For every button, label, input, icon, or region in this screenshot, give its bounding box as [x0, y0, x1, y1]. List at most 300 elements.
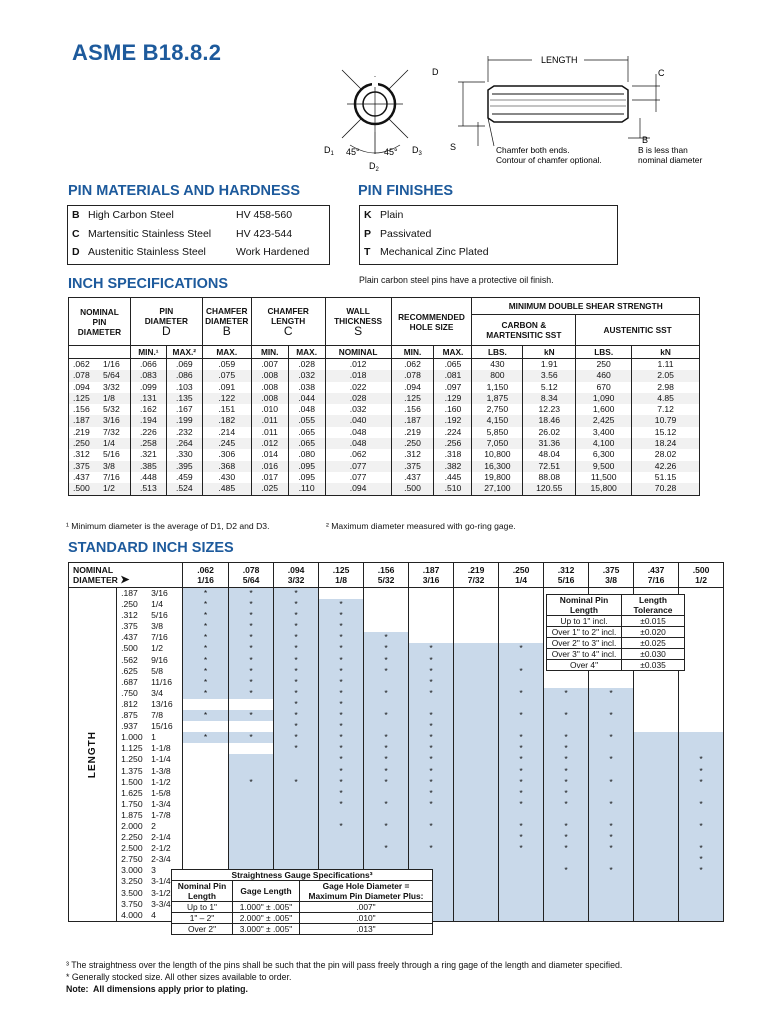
page-title: ASME B18.8.2: [72, 40, 222, 65]
size-cell: [679, 643, 724, 654]
size-cell: [589, 899, 634, 910]
size-row: [69, 754, 724, 765]
diameter-header: .250 1/4: [499, 563, 544, 588]
stocked-size-cell: *: [183, 666, 229, 677]
spec-cell: .028: [288, 359, 325, 371]
length-cell: .687 11/16: [117, 677, 183, 688]
spec-cell: .044: [288, 393, 325, 404]
size-cell: [679, 710, 724, 721]
spec-cell: .018: [325, 370, 391, 381]
size-row: [69, 832, 724, 843]
size-cell: [634, 766, 679, 777]
spec-cell: .059: [202, 359, 251, 371]
spec-cell: 460: [576, 370, 632, 381]
spec-cell: 70.28: [632, 483, 700, 495]
size-cell: [454, 688, 499, 699]
size-cell: [589, 810, 634, 821]
stocked-size-cell: *: [499, 732, 544, 743]
size-cell: [364, 832, 409, 843]
spec-cell: 10.79: [632, 415, 700, 426]
stocked-size-cell: *: [364, 643, 409, 654]
stocked-size-cell: *: [589, 710, 634, 721]
size-cell: [499, 888, 544, 899]
spec-cell: .500: [391, 483, 434, 495]
length-cell: .375 3/8: [117, 621, 183, 632]
size-cell: [679, 688, 724, 699]
sizes-heading: STANDARD INCH SIZES: [68, 540, 234, 556]
spec-nominal: .094 3/32: [69, 382, 131, 393]
materials-box: [67, 205, 330, 265]
size-row: [69, 710, 724, 721]
size-cell: [499, 677, 544, 688]
spec-nominal: .219 7/32: [69, 427, 131, 438]
col-austenitic: AUSTENITIC SST: [576, 315, 700, 346]
stocked-size-cell: *: [183, 621, 229, 632]
size-cell: [634, 777, 679, 788]
stocked-size-cell: *: [499, 821, 544, 832]
stocked-size-cell: *: [319, 821, 364, 832]
spec-cell: .129: [434, 393, 472, 404]
size-cell: [634, 876, 679, 887]
stocked-size-cell: *: [499, 843, 544, 854]
spec-row: [69, 404, 700, 415]
stocked-size-cell: *: [589, 732, 634, 743]
spec-nominal: .250 1/4: [69, 438, 131, 449]
spec-cell: .008: [251, 370, 288, 381]
spec-cell: .256: [434, 438, 472, 449]
stocked-size-cell: *: [274, 732, 319, 743]
size-cell: [409, 588, 454, 600]
stocked-size-cell: *: [364, 743, 409, 754]
stocked-size-cell: *: [409, 743, 454, 754]
size-cell: [409, 810, 454, 821]
size-cell: [634, 799, 679, 810]
spec-cell: .122: [202, 393, 251, 404]
size-cell: [454, 677, 499, 688]
stocked-size-cell: *: [409, 788, 454, 799]
spec-cell: .125: [391, 393, 434, 404]
length-cell: .812 13/16: [117, 699, 183, 710]
stocked-size-cell: *: [364, 688, 409, 699]
spec-cell: 670: [576, 382, 632, 393]
spec-row: [69, 370, 700, 381]
length-cell: 1.000 1: [117, 732, 183, 743]
col-nominal: NOMINAL PIN DIAMETER: [69, 298, 131, 346]
stocked-size-cell: *: [229, 655, 274, 666]
spec-cell: .065: [434, 359, 472, 371]
size-cell: [229, 854, 274, 865]
stocked-size-cell: *: [364, 777, 409, 788]
size-cell: [679, 655, 724, 666]
spec-cell: 5.12: [523, 382, 576, 393]
chamfer-note-2: Contour of chamfer optional.: [496, 155, 602, 165]
stocked-size-cell: *: [409, 777, 454, 788]
stocked-size-cell: *: [229, 599, 274, 610]
spec-nominal: .437 7/16: [69, 472, 131, 483]
stocked-size-cell: *: [364, 710, 409, 721]
size-cell: [454, 643, 499, 654]
spec-cell: .437: [391, 472, 434, 483]
size-cell: [679, 743, 724, 754]
length-cell: 2.250 2-1/4: [117, 832, 183, 843]
spec-cell: .078: [391, 370, 434, 381]
size-cell: [229, 821, 274, 832]
spec-cell: .232: [166, 427, 202, 438]
finishes-row: K Plain: [364, 209, 404, 222]
stocked-size-cell: *: [274, 743, 319, 754]
size-cell: [589, 677, 634, 688]
spec-cell: .017: [251, 472, 288, 483]
spec-cell: 430: [472, 359, 523, 371]
spec-cell: .131: [130, 393, 166, 404]
size-cell: [499, 610, 544, 621]
stocked-size-cell: *: [274, 666, 319, 677]
size-cell: [499, 588, 544, 600]
size-cell: [634, 788, 679, 799]
size-cell: [499, 899, 544, 910]
size-cell: [679, 621, 724, 632]
spec-cell: .448: [130, 472, 166, 483]
stocked-size-cell: *: [589, 799, 634, 810]
size-row: [69, 699, 724, 710]
spec-cell: 28.02: [632, 449, 700, 460]
length-cell: .500 1/2: [117, 643, 183, 654]
spec-cell: 42.26: [632, 461, 700, 472]
size-cell: [183, 788, 229, 799]
size-cell: [409, 699, 454, 710]
size-cell: [274, 854, 319, 865]
inch-spec-heading: INCH SPECIFICATIONS: [68, 276, 229, 292]
length-cell: 3.000 3: [117, 865, 183, 876]
size-cell: [634, 677, 679, 688]
stocked-size-cell: *: [364, 799, 409, 810]
stocked-size-cell: *: [364, 732, 409, 743]
size-row: [69, 854, 724, 865]
size-cell: [679, 721, 724, 732]
spec-cell: .094: [391, 382, 434, 393]
size-cell: [229, 699, 274, 710]
size-cell: [634, 721, 679, 732]
size-cell: [499, 854, 544, 865]
spec-cell: 18.24: [632, 438, 700, 449]
spec-cell: .135: [166, 393, 202, 404]
size-cell: [409, 854, 454, 865]
stocked-size-cell: *: [274, 710, 319, 721]
size-cell: [679, 876, 724, 887]
stocked-size-cell: *: [319, 777, 364, 788]
stocked-size-cell: *: [679, 777, 724, 788]
size-cell: [409, 610, 454, 621]
size-cell: [183, 832, 229, 843]
stocked-size-cell: *: [589, 821, 634, 832]
spec-nominal: .500 1/2: [69, 483, 131, 495]
spec-cell: .048: [288, 404, 325, 415]
spec-cell: .156: [391, 404, 434, 415]
stocked-size-cell: *: [319, 677, 364, 688]
stocked-size-cell: *: [409, 710, 454, 721]
stocked-size-cell: *: [364, 632, 409, 643]
size-cell: [364, 788, 409, 799]
materials-row: C Martensitic Stainless Steel HV 423-544: [72, 227, 293, 240]
stocked-size-cell: *: [319, 732, 364, 743]
spec-cell: .008: [251, 382, 288, 393]
finishes-row: P Passivated: [364, 227, 432, 240]
size-cell: [319, 588, 364, 600]
stocked-size-cell: *: [409, 732, 454, 743]
size-cell: [319, 832, 364, 843]
pin-side-view: [458, 56, 660, 146]
spec-cell: 7.12: [632, 404, 700, 415]
finish-note: Plain carbon steel pins have a protective oil finish.: [359, 275, 554, 285]
spec-cell: 16,300: [472, 461, 523, 472]
size-cell: [499, 910, 544, 922]
materials-heading: PIN MATERIALS AND HARDNESS: [68, 183, 301, 199]
tolerance-table: Nominal Pin Length Length Tolerance Up to 1" incl. ±0.015 Over 1" to 2" incl. ±0.020 Over 2" to 3" incl. ±0.025 Over 3" to 4" incl. ±0.030 Over 4" ±0.035: [546, 594, 685, 671]
length-cell: 1.125 1-1/8: [117, 743, 183, 754]
stocked-size-cell: *: [544, 799, 589, 810]
spec-cell: .151: [202, 404, 251, 415]
size-cell: [544, 888, 589, 899]
size-cell: [499, 599, 544, 610]
size-cell: [454, 610, 499, 621]
spec-cell: .016: [251, 461, 288, 472]
length-cell: 3.250 3-1/4: [117, 876, 183, 887]
size-cell: [589, 699, 634, 710]
stocked-size-cell: *: [499, 799, 544, 810]
spec-cell: .022: [325, 382, 391, 393]
length-cell: 1.500 1-1/2: [117, 777, 183, 788]
stocked-size-cell: *: [183, 610, 229, 621]
spec-cell: 2.05: [632, 370, 700, 381]
size-cell: [229, 754, 274, 765]
d-label: D: [432, 67, 439, 77]
spec-cell: .081: [434, 370, 472, 381]
size-row: [69, 688, 724, 699]
spec-nominal: .078 5/64: [69, 370, 131, 381]
spec-nominal: .375 3/8: [69, 461, 131, 472]
size-cell: [679, 610, 724, 621]
spec-cell: 10,800: [472, 449, 523, 460]
spec-cell: .368: [202, 461, 251, 472]
length-cell: 1.375 1-3/8: [117, 766, 183, 777]
stocked-size-cell: *: [183, 643, 229, 654]
spec-cell: 88.08: [523, 472, 576, 483]
size-cell: [454, 843, 499, 854]
size-cell: [499, 655, 544, 666]
stocked-size-cell: *: [274, 588, 319, 600]
size-cell: [634, 843, 679, 854]
size-cell: [499, 721, 544, 732]
size-cell: [634, 743, 679, 754]
stocked-size-cell: *: [319, 699, 364, 710]
spec-cell: .219: [391, 427, 434, 438]
size-cell: [634, 865, 679, 876]
spec-cell: .194: [130, 415, 166, 426]
diameter-header: .219 7/32: [454, 563, 499, 588]
size-row: [69, 732, 724, 743]
stocked-size-cell: *: [183, 732, 229, 743]
size-row: [69, 821, 724, 832]
diameter-header: .078 5/64: [229, 563, 274, 588]
size-cell: [454, 743, 499, 754]
spec-cell: 3,400: [576, 427, 632, 438]
spec-cell: .459: [166, 472, 202, 483]
size-cell: [589, 888, 634, 899]
stocked-size-cell: *: [409, 843, 454, 854]
size-row: [69, 799, 724, 810]
stocked-size-cell: *: [409, 666, 454, 677]
size-cell: [319, 854, 364, 865]
diameter-header: .437 7/16: [634, 563, 679, 588]
size-row: [69, 843, 724, 854]
stocked-size-cell: *: [319, 632, 364, 643]
spec-cell: .011: [251, 415, 288, 426]
stocked-size-cell: *: [274, 599, 319, 610]
inch-spec-table: NOMINAL PIN DIAMETER PIN DIAMETER D CHAMFER DIAMETER B CHAMFER LENGTH C WALL THICKNESS S RECOMMENDED HOLE SIZE MINIMUM DOUBLE SHEAR STRENGTH CARBON & MARTENSITIC SST AUSTENITIC SST MIN.¹ MAX.² MAX. MIN. MAX. NOMINAL MIN. MAX. LBS. kN LBS. kN .062 1/16 .066 .069 .059 .007 .028 .012 .062 .065 430 1.91 250 1.11 .078 5/64 .083 .086 .075 .008 .032 .018 .078 .081 800 3.56 460 2.05 .094 3/32 .099 .103 .091 .008 .038 .022 .094 .097 1,150 5.12 670 2.98 .125 1/8 .131 .135 .122 .008 .044 .028 .125 .129 1,875 8.34 1,090 4.85 .156 5/32 .162 .167 .151 .010 .048 .032 .156 .160 2,750 12.23 1,600 7.12 .187 3/16 .194 .199 .182 .011 .055 .040 .187 .192 4,150 18.46 2,425 10.79 .219 7/32 .226 .232 .214 .011 .065 .048 .219 .224 5,850 26.02 3,400 15.12 .250 1/4 .258 .264 .245 .012 .065 .048 .250 .256 7,050 31.36 4,100 18.24 .312 5/16 .321 .330 .306 .014 .080 .062 .312 .318 10,800 48.04 6,300 28.02 .375 3/8 .385 .395 .368 .016 .095 .077 .375 .382 16,300 72.51 9,500 42.26 .437 7/16 .448 .459 .430 .017 .095 .077 .437 .445 19,800 88.08 11,500 51.15 .500 1/2 .513 .524 .485 .025 .110 .094 .500 .510 27,100 120.55 15,800 70.28: [68, 297, 700, 496]
col-pin-dia: PIN DIAMETER D: [130, 298, 202, 346]
length-cell: 2.750 2-3/4: [117, 854, 183, 865]
size-cell: [634, 821, 679, 832]
col-chamfer-dia: CHAMFER DIAMETER B: [202, 298, 251, 346]
size-cell: [679, 810, 724, 821]
spec-cell: .040: [325, 415, 391, 426]
size-cell: [544, 699, 589, 710]
size-cell: [454, 621, 499, 632]
chamfer-note-1: Chamfer both ends.: [496, 145, 570, 155]
spec-cell: .025: [251, 483, 288, 495]
size-cell: [544, 876, 589, 887]
size-cell: [544, 810, 589, 821]
stocked-size-cell: *: [364, 766, 409, 777]
spec-cell: 48.04: [523, 449, 576, 460]
stocked-size-cell: *: [229, 632, 274, 643]
size-row: [69, 743, 724, 754]
stocked-size-cell: *: [499, 777, 544, 788]
size-cell: [454, 721, 499, 732]
size-cell: [454, 632, 499, 643]
spec-cell: 3.56: [523, 370, 576, 381]
spec-cell: .097: [434, 382, 472, 393]
col-hole: RECOMMENDED HOLE SIZE: [391, 298, 472, 346]
spec-cell: .224: [434, 427, 472, 438]
size-cell: [183, 721, 229, 732]
stocked-size-cell: *: [229, 710, 274, 721]
spec-cell: 250: [576, 359, 632, 371]
spec-row: [69, 427, 700, 438]
size-cell: [544, 899, 589, 910]
spec-cell: 15.12: [632, 427, 700, 438]
footnote-1: ¹ Minimum diameter is the average of D1, D2 and D3.: [66, 521, 270, 531]
stocked-size-cell: *: [319, 743, 364, 754]
stocked-size-cell: *: [319, 643, 364, 654]
size-cell: [634, 688, 679, 699]
size-cell: [229, 788, 274, 799]
spec-cell: 15,800: [576, 483, 632, 495]
spec-cell: .430: [202, 472, 251, 483]
size-cell: [544, 910, 589, 922]
spec-row: [69, 438, 700, 449]
stocked-size-cell: *: [544, 777, 589, 788]
spec-cell: 800: [472, 370, 523, 381]
stocked-size-cell: *: [409, 688, 454, 699]
size-cell: [544, 721, 589, 732]
spec-row: [69, 461, 700, 472]
size-cell: [364, 610, 409, 621]
spec-cell: .312: [391, 449, 434, 460]
pin-diagram: [320, 42, 720, 177]
c-label: C: [658, 68, 665, 78]
stocked-size-cell: *: [319, 754, 364, 765]
size-cell: [634, 810, 679, 821]
spec-cell: .110: [288, 483, 325, 495]
size-cell: [589, 721, 634, 732]
size-cell: [634, 888, 679, 899]
size-cell: [634, 899, 679, 910]
stocked-size-cell: *: [319, 599, 364, 610]
stocked-size-cell: *: [183, 632, 229, 643]
size-cell: [454, 732, 499, 743]
spec-cell: .258: [130, 438, 166, 449]
stocked-size-cell: *: [544, 821, 589, 832]
stocked-size-cell: *: [589, 688, 634, 699]
stocked-size-cell: *: [364, 754, 409, 765]
spec-cell: .055: [288, 415, 325, 426]
length-cell: 2.000 2: [117, 821, 183, 832]
size-cell: [634, 910, 679, 922]
stocked-size-cell: *: [319, 621, 364, 632]
spec-cell: .048: [325, 438, 391, 449]
spec-cell: .075: [202, 370, 251, 381]
stocked-size-cell: *: [229, 610, 274, 621]
length-cell: .312 5/16: [117, 610, 183, 621]
stocked-size-cell: *: [409, 821, 454, 832]
materials-row: B High Carbon Steel HV 458-560: [72, 209, 293, 222]
spec-cell: .028: [325, 393, 391, 404]
spec-nominal: .125 1/8: [69, 393, 131, 404]
size-cell: [454, 699, 499, 710]
size-row: [69, 788, 724, 799]
spec-cell: 2,750: [472, 404, 523, 415]
stocked-size-cell: *: [544, 766, 589, 777]
stocked-size-cell: *: [499, 643, 544, 654]
size-cell: [634, 732, 679, 743]
size-cell: [454, 832, 499, 843]
d1-label: $D_1$: [324, 145, 334, 157]
size-cell: [274, 766, 319, 777]
spec-cell: .103: [166, 382, 202, 393]
stocked-size-cell: *: [544, 732, 589, 743]
col-shear: MINIMUM DOUBLE SHEAR STRENGTH: [472, 298, 700, 315]
finishes-heading: PIN FINISHES: [358, 183, 454, 199]
spec-cell: 1.91: [523, 359, 576, 371]
stocked-size-cell: *: [183, 677, 229, 688]
size-cell: [589, 743, 634, 754]
size-cell: [454, 766, 499, 777]
stocked-size-cell: *: [229, 777, 274, 788]
stocked-size-cell: *: [364, 843, 409, 854]
stocked-size-cell: *: [319, 688, 364, 699]
angle-left-label: 45°: [346, 147, 360, 157]
stocked-size-cell: *: [679, 821, 724, 832]
length-cell: 4.000 4: [117, 910, 183, 922]
stocked-size-cell: *: [364, 655, 409, 666]
stocked-size-cell: *: [274, 643, 319, 654]
spec-cell: 9,500: [576, 461, 632, 472]
spec-cell: .382: [434, 461, 472, 472]
stocked-size-cell: *: [319, 666, 364, 677]
spec-cell: 120.55: [523, 483, 576, 495]
b-note-2: nominal diameter: [638, 155, 703, 165]
